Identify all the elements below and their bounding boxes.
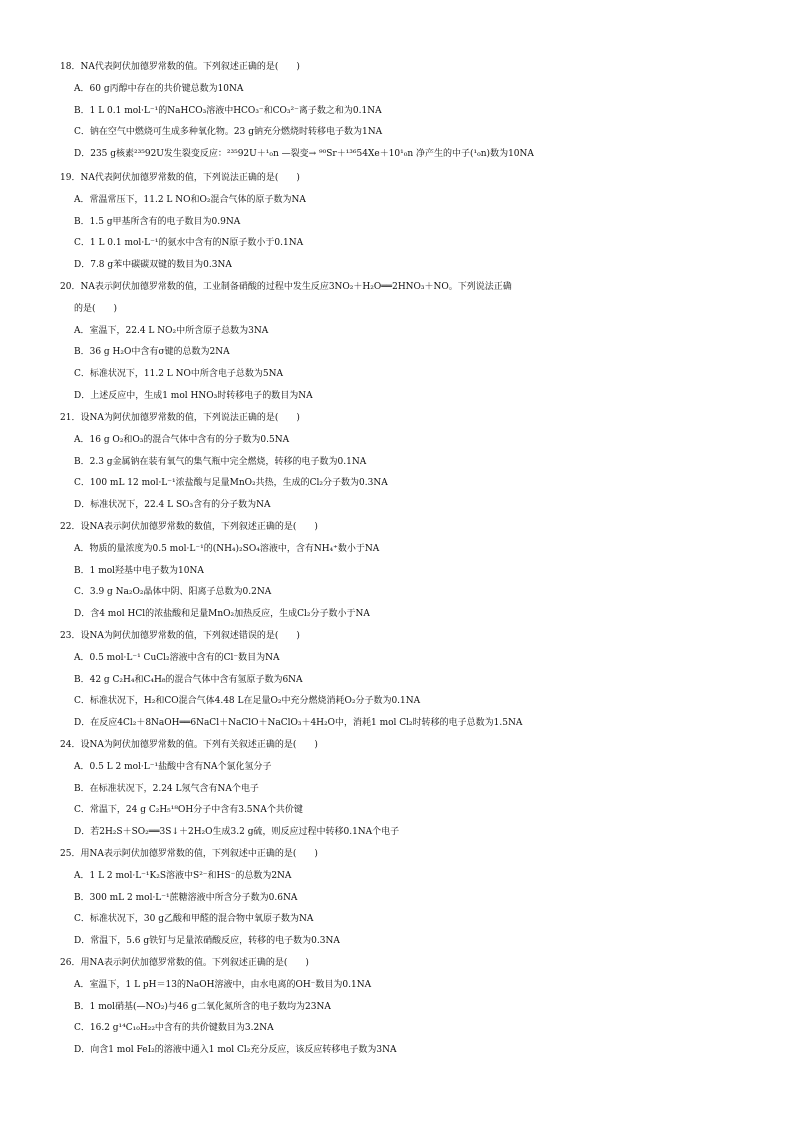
option-a: A．0.5 mol·L⁻¹ CuCl₂溶液中含有的Cl⁻数目为NA (74, 652, 280, 663)
option-b: B．在标准状况下，2.24 L氖气含有NA个电子 (74, 783, 259, 794)
question-stem: 25．用NA表示阿伏加德罗常数的值，下列叙述中正确的是( ) (60, 849, 318, 859)
question-stem: 18．NA代表阿伏加德罗常数的值。下列叙述正确的是( ) (60, 62, 300, 72)
question-stem: 22．设NA表示阿伏加德罗常数的数值，下列叙述正确的是( ) (60, 522, 318, 532)
option-c: C．标准状况下，H₂和CO混合气体4.48 L在足量O₂中充分燃烧消耗O₂分子数为0.1NA (74, 696, 421, 707)
question-20 (60, 277, 750, 408)
question-22 (60, 517, 750, 626)
question-stem: 21．设NA为阿伏加德罗常数的值，下列说法正确的是( ) (60, 413, 300, 423)
option-c: C．标准状况下，11.2 L NO中所含电子总数为5NA (74, 369, 283, 380)
option-d: D．标准状况下，22.4 L SO₃含有的分子数为NA (74, 500, 271, 511)
option-b: B．1 mol硝基(—NO₂)与46 g二氧化氮所含的电子数均为23NA (74, 1001, 331, 1012)
option-c: C．100 mL 12 mol·L⁻¹浓盐酸与足量MnO₂共热，生成的Cl₂分子数为0.3NA (74, 478, 388, 489)
option-d: D．常温下，5.6 g铁钉与足量浓硝酸反应，转移的电子数为0.3NA (74, 936, 340, 947)
option-c: C．钠在空气中燃烧可生成多种氧化物。23 g钠充分燃烧时转移电子数为1NA (74, 127, 383, 138)
option-a: A．室温下，22.4 L NO₂中所含原子总数为3NA (74, 325, 269, 336)
option-b: B．2.3 g金属钠在装有氧气的集气瓶中完全燃烧，转移的电子数为0.1NA (74, 456, 367, 467)
option-d: D．含4 mol HCl的浓盐酸和足量MnO₂加热反应，生成Cl₂分子数小于NA (74, 609, 370, 620)
option-d: D．235 g核素²³⁵92U发生裂变反应：²³⁵92U＋¹₀n —裂变→ ⁹⁰Sr＋¹³⁶54Xe＋10¹₀n 净产生的中子(¹₀n)数为10NA (74, 149, 534, 160)
option-b: B．36 g H₂O中含有σ键的总数为2NA (74, 347, 230, 358)
option-c: C．常温下，24 g C₂H₅¹⁸OH分子中含有3.5NA个共价键 (74, 805, 303, 816)
option-d: D．上述反应中，生成1 mol HNO₃时转移电子的数目为NA (74, 390, 313, 401)
question-23 (60, 626, 750, 735)
option-b: B．300 mL 2 mol·L⁻¹蔗糖溶液中所含分子数为0.6NA (74, 892, 298, 903)
question-18 (60, 57, 750, 166)
option-a: A．物质的量浓度为0.5 mol·L⁻¹的(NH₄)₂SO₄溶液中，含有NH₄⁺数小于NA (74, 543, 380, 554)
option-c: C．3.9 g Na₂O₂晶体中阴、阳离子总数为0.2NA (74, 587, 272, 598)
option-a: A．室温下，1 L pH＝13的NaOH溶液中，由水电离的OH⁻数目为0.1NA (74, 979, 372, 990)
option-b: B．1.5 g甲基所含有的电子数目为0.9NA (74, 216, 241, 227)
question-21 (60, 408, 750, 517)
question-stem-continued: 的是( ) (74, 303, 118, 314)
option-c: C．1 L 0.1 mol·L⁻¹的氨水中含有的N原子数小于0.1NA (74, 238, 304, 249)
question-24 (60, 735, 750, 844)
option-d: D．向含1 mol FeI₂的溶液中通入1 mol Cl₂充分反应，该反应转移电子数为3NA (74, 1045, 397, 1056)
option-b: B．1 mol羟基中电子数为10NA (74, 565, 204, 576)
question-26 (60, 953, 750, 1062)
question-stem: 19．NA代表阿伏加德罗常数的值，下列说法正确的是( ) (60, 173, 300, 183)
option-d: D．在反应4Cl₂＋8NaOH══6NaCl＋NaClO＋NaClO₃＋4H₂O中，消耗1 mol Cl₂时转移的电子总数为1.5NA (74, 718, 523, 729)
option-d: D．7.8 g苯中碳碳双键的数目为0.3NA (74, 260, 232, 271)
question-stem: 24．设NA为阿伏加德罗常数的值。下列有关叙述正确的是( ) (60, 740, 318, 750)
option-a: A．60 g丙醇中存在的共价键总数为10NA (74, 83, 244, 94)
question-stem: 20．NA表示阿伏加德罗常数的值，工业制备硝酸的过程中发生反应3NO₂＋H₂O══2HNO₃＋NO。下列说法正确 (60, 282, 512, 292)
option-c: C．16.2 g¹⁴C₁₀H₂₂中含有的共价键数目为3.2NA (74, 1023, 274, 1034)
question-25 (60, 844, 750, 953)
option-a: A．1 L 2 mol·L⁻¹K₂S溶液中S²⁻和HS⁻的总数为2NA (74, 870, 292, 881)
question-stem: 23．设NA为阿伏加德罗常数的值，下列叙述错误的是( ) (60, 631, 300, 641)
option-b: B．1 L 0.1 mol·L⁻¹的NaHCO₃溶液中HCO₃⁻和CO₃²⁻离子数之和为0.1NA (74, 105, 382, 116)
option-a: A．16 g O₂和O₃的混合气体中含有的分子数为0.5NA (74, 434, 290, 445)
option-b: B．42 g C₂H₄和C₄H₈的混合气体中含有氢原子数为6NA (74, 674, 303, 685)
option-d: D．若2H₂S＋SO₂══3S↓＋2H₂O生成3.2 g硫，则反应过程中转移0.1NA个电子 (74, 827, 400, 838)
option-c: C．标准状况下，30 g乙酸和甲醛的混合物中氧原子数为NA (74, 914, 314, 925)
option-a: A．0.5 L 2 mol·L⁻¹盐酸中含有NA个氯化氢分子 (74, 761, 272, 772)
question-stem: 26．用NA表示阿伏加德罗常数的值。下列叙述正确的是( ) (60, 958, 309, 968)
question-19 (60, 168, 750, 277)
option-a: A．常温常压下，11.2 L NO和O₂混合气体的原子数为NA (74, 194, 306, 205)
